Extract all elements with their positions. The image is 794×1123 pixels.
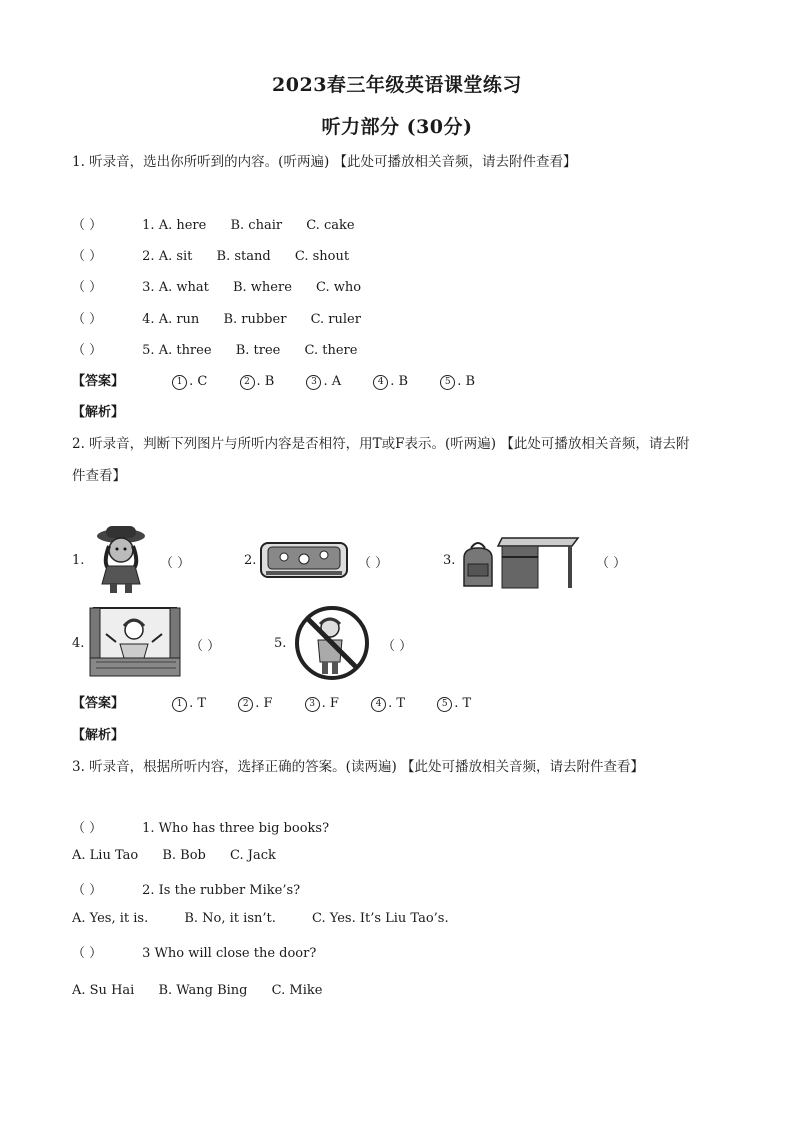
answer-paren: （ ） [72, 946, 103, 961]
answer-item [371, 696, 405, 712]
circled-number: 5 [437, 697, 452, 712]
q3-options [72, 911, 469, 926]
answer-item [373, 374, 408, 390]
bag-and-desk-icon [458, 528, 584, 592]
answer-value: . T [454, 696, 472, 711]
option-c: C. ruler [310, 312, 361, 327]
analysis-label: 【解析】 [72, 728, 125, 743]
q1-item [72, 276, 381, 295]
answer-item [172, 374, 207, 390]
answer-value: . C [189, 374, 208, 389]
option-b: B. tree [235, 343, 281, 358]
answer-paren: （ ） [190, 639, 221, 654]
analysis-label: 【解析】 [72, 405, 125, 420]
answer-paren: （ ） [72, 343, 103, 358]
option-b: B. No, it isn’t. [184, 911, 276, 926]
answer-item [437, 696, 471, 712]
option-c: C. who [316, 280, 362, 295]
answer-paren: （ ） [72, 280, 103, 295]
page-title: 2023春三年级英语课堂练习 [272, 74, 522, 96]
answer-value: . F [255, 696, 273, 711]
option-b: B. chair [230, 218, 283, 233]
q3-question [72, 942, 316, 961]
answer-paren: （ ） [72, 249, 103, 264]
answer-value: . T [189, 696, 207, 711]
q3-options [72, 983, 342, 998]
option-b: B. rubber [223, 312, 287, 327]
answer-paren: （ ） [596, 556, 627, 571]
answer-item [238, 696, 272, 712]
answer-label: 【答案】 [72, 374, 125, 389]
q2-heading-line1: 2. 听录音，判断下列图片与所听内容是否相符，用T或F表示。(听两遍) 【此处可播放相关音频，请去附 [72, 436, 690, 452]
circled-number: 2 [238, 697, 253, 712]
girl-at-window-icon [86, 604, 182, 680]
option-a: A. three [158, 343, 212, 358]
picture-number: 4. [72, 636, 85, 651]
q1-item [72, 245, 369, 264]
option-a: A. run [158, 312, 200, 327]
option-b: B. stand [216, 249, 271, 264]
answer-paren: （ ） [160, 556, 191, 571]
circled-number: 4 [373, 375, 388, 390]
q2-answer-row [72, 692, 499, 712]
circled-number: 5 [440, 375, 455, 390]
circled-number: 3 [305, 697, 320, 712]
item-number: 1. [142, 218, 155, 233]
option-b: B. Bob [162, 848, 206, 863]
circled-number: 1 [172, 375, 187, 390]
answer-item [240, 374, 275, 390]
option-c: C. Jack [230, 848, 276, 863]
answer-label: 【答案】 [72, 696, 125, 711]
option-a: A. Liu Tao [72, 848, 139, 863]
option-a: A. sit [158, 249, 193, 264]
answer-item [306, 374, 341, 390]
question-text: 1. Who has three big books? [142, 821, 330, 836]
circled-number: 2 [240, 375, 255, 390]
answer-paren: （ ） [72, 821, 103, 836]
answer-value: . B [256, 374, 275, 389]
option-c: C. Mike [271, 983, 323, 998]
answer-item [172, 696, 206, 712]
answer-value: . F [321, 696, 339, 711]
section-title: 听力部分 (30分) [321, 116, 473, 138]
no-boy-sign-icon [290, 604, 374, 682]
picture-number: 5. [274, 636, 287, 651]
q3-options [72, 848, 296, 863]
circled-number: 1 [172, 697, 187, 712]
q1-heading: 1. 听录音，选出你所听到的内容。(听两遍) 【此处可播放相关音频，请去附件查看】 [72, 154, 577, 170]
answer-paren: （ ） [358, 556, 389, 571]
circled-number: 4 [371, 697, 386, 712]
option-a: A. Yes, it is. [72, 911, 149, 926]
answer-paren: （ ） [382, 639, 413, 654]
option-b: B. where [232, 280, 292, 295]
answer-value: . A [323, 374, 342, 389]
circled-number: 3 [306, 375, 321, 390]
option-a: A. here [158, 218, 207, 233]
q3-question [72, 817, 329, 836]
item-number: 4. [142, 312, 155, 327]
option-c: C. cake [306, 218, 355, 233]
option-b: B. Wang Bing [158, 983, 248, 998]
item-number: 2. [142, 249, 155, 264]
answer-value: . B [390, 374, 409, 389]
q3-heading: 3. 听录音，根据所听内容，选择正确的答案。(读两遍) 【此处可播放相关音频，请去附件查看】 [72, 759, 644, 775]
q1-item [72, 339, 377, 358]
q2-heading-line2: 件查看】 [72, 468, 126, 484]
option-a: A. Su Hai [72, 983, 135, 998]
item-number: 3. [142, 280, 155, 295]
question-text: 3 Who will close the door? [142, 946, 317, 961]
answer-item [305, 696, 339, 712]
answer-paren: （ ） [72, 312, 103, 327]
answer-value: . T [388, 696, 406, 711]
answer-paren: （ ） [72, 218, 103, 233]
option-a: A. what [158, 280, 209, 295]
girl-with-hat-icon [88, 522, 154, 594]
q1-item [72, 214, 375, 233]
picture-number: 3. [443, 553, 456, 568]
item-number: 5. [142, 343, 155, 358]
option-c: C. Yes. It’s Liu Tao’s. [312, 911, 449, 926]
q1-answer-row [72, 370, 503, 390]
answer-value: . B [457, 374, 476, 389]
answer-paren: （ ） [72, 883, 103, 898]
picture-number: 1. [72, 553, 85, 568]
q3-question [72, 879, 300, 898]
q1-item [72, 308, 381, 327]
option-c: C. there [304, 343, 358, 358]
question-text: 2. Is the rubber Mike’s? [142, 883, 301, 898]
pencil-case-icon [258, 537, 350, 583]
picture-number: 2. [244, 553, 257, 568]
answer-item [440, 374, 475, 390]
option-c: C. shout [294, 249, 350, 264]
